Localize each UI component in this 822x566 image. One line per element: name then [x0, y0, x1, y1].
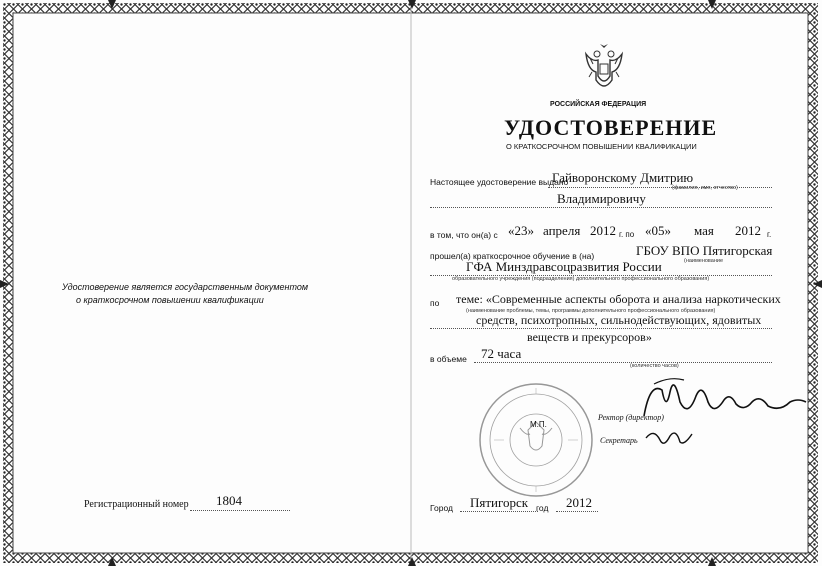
registration-number-underline [190, 510, 290, 511]
recipient-underline-1 [548, 187, 772, 188]
country-name: РОССИЙСКАЯ ФЕДЕРАЦИЯ [550, 101, 647, 108]
city-label: Город [430, 503, 453, 513]
year-label: год [536, 503, 549, 513]
topic-line2: средств, психотропных, сильнодействующих, ядовитых [476, 313, 762, 327]
year-underline [556, 511, 598, 512]
document-subtitle: О КРАТКОСРОЧНОМ ПОВЫШЕНИИ КВАЛИФИКАЦИИ [506, 142, 697, 151]
volume-hint: (количество часов) [630, 363, 679, 369]
registration-number-value: 1804 [216, 493, 242, 508]
rector-signature [640, 372, 810, 422]
official-round-seal [476, 380, 596, 500]
training-passed-label: прошел(а) краткосрочное обучение в (на) [430, 251, 595, 261]
state-document-statement-line1: Удостоверение является государственным документом [62, 282, 309, 292]
recipient-name-line1: Гайворонскому Дмитрию [552, 170, 694, 185]
volume-value: 72 часа [481, 346, 522, 361]
institution-line1: ГБОУ ВПО Пятигорская [636, 243, 773, 258]
coat-of-arms-emblem [580, 42, 628, 94]
recipient-underline-2 [430, 207, 772, 208]
institution-hint-short: (наименование [684, 258, 724, 264]
topic-line1: теме: «Современные аспекты оборота и анализа наркотических [456, 292, 781, 306]
topic-line3: веществ и прекурсоров» [527, 330, 652, 344]
topic-underline [430, 328, 772, 329]
secretary-label: Секретарь [600, 436, 638, 445]
state-document-statement-line2: о краткосрочном повышении квалификации [76, 295, 264, 305]
period-month-from: апреля [543, 223, 581, 238]
topic-label: по [430, 298, 440, 308]
recipient-name-line2: Владимировичу [557, 191, 646, 206]
secretary-signature [644, 424, 694, 450]
volume-label: в объеме [430, 354, 467, 364]
document-title: УДОСТОВЕРЕНИЕ [504, 115, 718, 140]
period-year-to: 2012 [735, 223, 761, 238]
period-year-suffix: г. [767, 230, 772, 239]
volume-underline [474, 362, 772, 363]
topic-hint: (наименование проблемы, темы, программы дополнительного профессионального образования) [466, 308, 716, 314]
institution-line2: ГФА Минздравсоцразвития России [466, 259, 662, 274]
period-month-to: мая [694, 223, 714, 238]
seal-place-text: М.П. [530, 420, 547, 429]
period-label: в том, что он(а) с [430, 230, 498, 240]
rector-label: Ректор (директор) [598, 413, 664, 422]
registration-number-label: Регистрационный номер [84, 499, 189, 510]
institution-hint: образовательного учреждения (подразделения) дополнительного профессионального образования) [452, 276, 710, 282]
issued-to-label: Настоящее удостоверение выдано [430, 177, 569, 187]
year-value: 2012 [566, 495, 592, 510]
period-day-to: «05» [645, 223, 671, 238]
period-to-label: г. по [619, 230, 635, 239]
recipient-name-hint: (фамилия, имя, отчество) [672, 185, 738, 191]
city-value: Пятигорск [470, 495, 529, 510]
period-year-from: 2012 [590, 223, 616, 238]
city-underline [460, 511, 538, 512]
period-day-from: «23» [508, 223, 534, 238]
